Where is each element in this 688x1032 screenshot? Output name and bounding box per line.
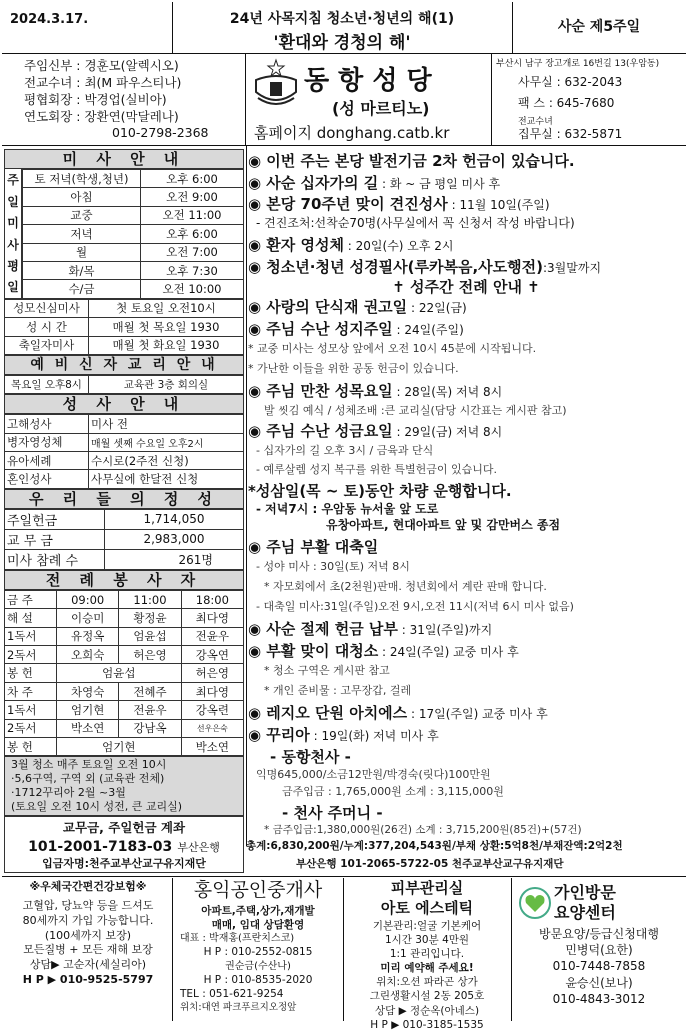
angel-pouch-weekly: * 금주입금:1,380,000원(26건) 소계 : 3,715,200원(85건)+(57건) xyxy=(264,824,582,836)
notice-holy-thursday-detail: 발 씻김 예식 / 성체조배 :큰 교리실(담당 시간표는 게시판 참고) xyxy=(264,404,567,417)
cleaning-notice: 3월 청소 매주 토요일 오전 10시 ·5,6구역, 구역 외 (교육관 전체) ·1712꾸리아 2월 ~3월 (토요일 오전 10시 성전, 큰 교리실) xyxy=(4,756,244,816)
holy-week-title: ✝ 성주간 전례 안내 ✝ xyxy=(392,278,540,296)
table-row: 봉 헌 엄윤섭 허은영 xyxy=(5,664,244,682)
staff-pastor: 주임신부 : 경훈모(알렉시오) xyxy=(24,58,179,73)
notice-confirmation-detail: - 견진조처:선착순70명(사무실에서 꼭 신청서 작성 바랍니다) xyxy=(256,216,575,230)
ad-carecenter: 가인방문 요양센터 방문요양/등급신청대행 민병덕(요한) 010-7448-7858 윤승신(보나) 010-4843-3012 xyxy=(512,880,686,1007)
staff-council: 평협회장 : 박경업(실비아) xyxy=(24,92,167,107)
table-row: 고해성사 미사 전 xyxy=(5,415,244,433)
notice-good-friday-detail-1: - 십자가의 길 오후 3시 / 금육과 단식 xyxy=(256,444,434,457)
staff-nun: 전교수녀 : 최(M 파우스티나) xyxy=(24,75,182,90)
church-box xyxy=(246,54,492,146)
table-row: 1독서 엄기현 전윤우 강옥련 xyxy=(5,701,244,719)
notice-palm-detail-2: * 가난한 이들을 위한 공동 헌금이 있습니다. xyxy=(248,362,459,375)
staff-box xyxy=(2,54,246,146)
table-row: 아침 오전 9:00 xyxy=(23,188,244,206)
notice-easter-sales: * 자모회에서 초(2천원)판매. 청년회에서 계란 판매 합니다. xyxy=(264,580,547,593)
notice-shuttle-detail-2: 유창아파트, 현대아파트 앞 및 감만버스 종점 xyxy=(326,518,561,532)
account-holder: 입금자명:천주교부산교구유지재단 xyxy=(42,857,206,871)
offering-table xyxy=(4,509,244,570)
notice-cleaning-area: * 청소 구역은 게시판 참고 xyxy=(264,664,390,677)
notice-shuttle-detail-1: - 저녁7시 : 우암동 뉴서울 앞 도로 xyxy=(256,502,439,516)
ad-insurance: ※우체국간편건강보험※ 고혈압, 당뇨약 등을 드셔도 80세까지 가입 가능합니다. (100세까지 보장) 모든질병 + 모든 재해 보장 상담▶ 고순자(세실리아) H P ▶ 010-9525-5797 xyxy=(22,880,154,987)
table-row: 차 주 차영숙 전혜주 최다영 xyxy=(5,682,244,700)
liturgical-sunday: 사순 제5주일 xyxy=(557,19,641,35)
angel-pouch-title: - 천사 주머니 - xyxy=(282,804,383,822)
sacrament-table xyxy=(4,414,244,489)
notice-shuttle: *성삼일(목 ~ 토)동안 차량 운행합니다. xyxy=(248,482,512,500)
donghang-angel-title: - 동항천사 - xyxy=(270,748,351,766)
notice-fund: ◉ 이번 주는 본당 발전기금 2차 헌금이 있습니다. xyxy=(248,152,575,170)
homepage: 홈페이지 donghang.catb.kr xyxy=(254,124,450,142)
table-row: 봉 헌 엄기현 박소연 xyxy=(5,737,244,755)
notice-palm-detail-1: * 교중 미사는 성모상 앞에서 오전 10시 45분에 시작됩니다. xyxy=(248,342,537,355)
notice-easter-mass: - 대축일 미사:31일(주일)오전 9시,오전 11시(저녁 6시 미사 없음) xyxy=(256,600,574,613)
church-name: 동 항 성 당 xyxy=(304,66,432,96)
notice-palm-sunday: ◉ 주님 수난 성지주일 : 24일(주일) xyxy=(248,320,464,338)
table-row: 성 시 간 매월 첫 목요일 1930 xyxy=(5,318,244,336)
table-row: 성모신심미사 첫 토요일 오전10시 xyxy=(5,299,244,317)
header-title-1: 24년 사목지침 청소년·청년의 해(1) xyxy=(229,11,455,27)
church-logo-icon xyxy=(254,58,298,110)
notice-confirmation: ◉ 본당 70주년 맞이 견진성사 : 11월 10일(주일) xyxy=(248,195,550,213)
catechumen-title: 예 비 신 자 교 리 안 내 xyxy=(4,355,244,375)
table-row: 1독서 유정옥 엄윤섭 전윤우 xyxy=(5,627,244,645)
left-column xyxy=(4,149,244,873)
contact-box xyxy=(492,54,686,146)
account-box xyxy=(4,816,244,873)
notice-bible: ◉ 청소년·청년 성경필사(루카복음,사도행전):3월말까지 xyxy=(248,258,602,276)
notice-good-friday-detail-2: - 예루살렘 성지 복구를 위한 특별헌금이 있습니다. xyxy=(256,463,497,476)
church-patron: (성 마르티노) xyxy=(332,99,430,118)
mass-schedule-title: 미 사 안 내 xyxy=(4,149,244,169)
notice-good-friday: ◉ 주님 수난 성금요일 : 29일(금) 저녁 8시 xyxy=(248,422,503,440)
notice-easter: ◉ 주님 부활 대축일 xyxy=(248,538,379,556)
table-row: 저녁 오후 6:00 xyxy=(23,225,244,243)
mass-side-label: 주 일 미 사 평 일 xyxy=(4,169,22,299)
account-number: 101-2001-7183-03 xyxy=(28,839,173,856)
church-address: 부산시 남구 장고개로 16번길 13(우암동) xyxy=(496,59,660,69)
mass-table xyxy=(22,169,244,299)
table-row: 교 무 금 2,983,000 xyxy=(5,529,244,549)
angel-pouch-account: 부산은행 101-2065-5722-05 천주교부산교구유지재단 xyxy=(296,858,564,870)
table-row: 2독서 오희숙 허은영 강옥연 xyxy=(5,646,244,664)
ad-skincare: 피부관리실 아토 에스테틱 기본관리:얼굴 기본케어 1시간 30분 4만원 1:1 관리입니다. 미리 예약해 주세요! 위치:오션 파라곤 상가 그린생활시설 2동 205호 상담 ▶ 정순옥(아네스) H P ▶ 010-3185-1535 xyxy=(369,879,485,1031)
notice-cleaning: ◉ 부활 맞이 대청소 : 24일(주일) 교중 미사 후 xyxy=(248,642,519,660)
table-row: 화/목 오후 7:30 xyxy=(23,261,244,279)
table-row: 혼인성사 사무실에 한달전 신청 xyxy=(5,470,244,488)
notice-communion: ◉ 환자 영성체 : 20일(수) 오후 2시 xyxy=(248,236,454,254)
notice-holy-thursday: ◉ 주님 만찬 성목요일 : 28일(목) 저녁 8시 xyxy=(248,382,503,400)
offering-title: 우 리 들 의 정 성 xyxy=(4,489,244,509)
notice-curia: ◉ 꾸리아 : 19일(화) 저녁 미사 후 xyxy=(248,726,439,744)
special-mass-table xyxy=(4,299,244,355)
notice-easter-vigil: - 성야 미사 : 30일(토) 저녁 8시 xyxy=(256,560,410,573)
staff-phone: 010-2798-2368 xyxy=(112,125,209,140)
ad-realestate: 홍익공인중개사 아파트,주택,상가,재개발 매매, 임대 상담환영 대표 : 박재홍(프란치스코) H P : 010-2552-0815 권순금(수산나) H P : 010-8535-2020 TEL : 051-621-9254 위치:대연 파크푸르지오정앞 xyxy=(180,879,323,1013)
donghang-angel-totals: 금주입금 : 1,765,000원 소계 : 3,115,000원 xyxy=(282,785,504,798)
care-logo-icon xyxy=(518,886,552,920)
mass-schedule xyxy=(4,169,244,299)
table-row: 유아세례 수시로(2주전 신청) xyxy=(5,452,244,470)
notice-fasting: ◉ 사랑의 단식재 권고일 : 22일(금) xyxy=(248,298,467,316)
office-phone: 사무실 : 632-2043 xyxy=(518,75,623,89)
account-title: 교무금, 주일헌금 계좌 xyxy=(62,820,186,836)
angel-pouch-total: 총계:6,830,200원/누계:377,204,543원/부채 상환:5억8천/부채잔액:2억2천 xyxy=(246,840,623,852)
nun-office-phone: 집무실 : 632-5871 xyxy=(518,127,623,141)
table-row: 주일헌금 1,714,050 xyxy=(5,509,244,529)
bulletin-date: 2024.3.17. xyxy=(10,12,89,27)
staff-yeondo: 연도회장 : 장환연(막달레나) xyxy=(24,109,179,124)
notice-acies: ◉ 레지오 단원 아치에스 : 17일(주일) 교중 미사 후 xyxy=(248,704,548,722)
fax-number: 팩 스 : 645-7680 xyxy=(518,96,615,110)
notice-stations: ◉ 사순 십자가의 길 : 화 ~ 금 평일 미사 후 xyxy=(248,174,501,192)
table-row: 2독서 박소연 강남옥 선우은숙 xyxy=(5,719,244,737)
notice-abstinence: ◉ 사순 절제 헌금 납부 : 31일(주일)까지 xyxy=(248,620,493,638)
table-row: 목요일 오후8시 교육관 3층 회의실 xyxy=(5,375,244,393)
header xyxy=(2,2,686,54)
table-row: 금 주 09:00 11:00 18:00 xyxy=(5,590,244,608)
table-row: 교중 오전 11:00 xyxy=(23,206,244,224)
table-row: 수/금 오전 10:00 xyxy=(23,280,244,298)
servers-title: 전 례 봉 사 자 xyxy=(4,570,244,590)
servers-table xyxy=(4,590,244,757)
table-row: 토 저녁(학생,청년) 오후 6:00 xyxy=(23,170,244,188)
catechumen-table xyxy=(4,375,244,394)
table-row: 병자영성체 매월 셋째 수요일 오후2시 xyxy=(5,433,244,451)
donghang-angel-donors: 익명645,000/소금12만원/박경숙(릿다)100만원 xyxy=(256,768,491,781)
ads-divider xyxy=(2,876,686,877)
sacrament-title: 성 사 안 내 xyxy=(4,394,244,414)
table-row: 해 설 이승미 황정윤 최다영 xyxy=(5,609,244,627)
table-row: 월 오전 7:00 xyxy=(23,243,244,261)
header-title-2: '환대와 경청의 해' xyxy=(273,33,411,53)
table-row: 미사 참례 수 261명 xyxy=(5,549,244,569)
notice-cleaning-items: * 개인 준비물 : 고무장갑, 걸레 xyxy=(264,684,412,697)
account-bank: 부산은행 xyxy=(177,841,220,855)
table-row: 축일자미사 매월 첫 화요일 1930 xyxy=(5,336,244,354)
nun-label: 전교수녀 xyxy=(518,117,553,127)
